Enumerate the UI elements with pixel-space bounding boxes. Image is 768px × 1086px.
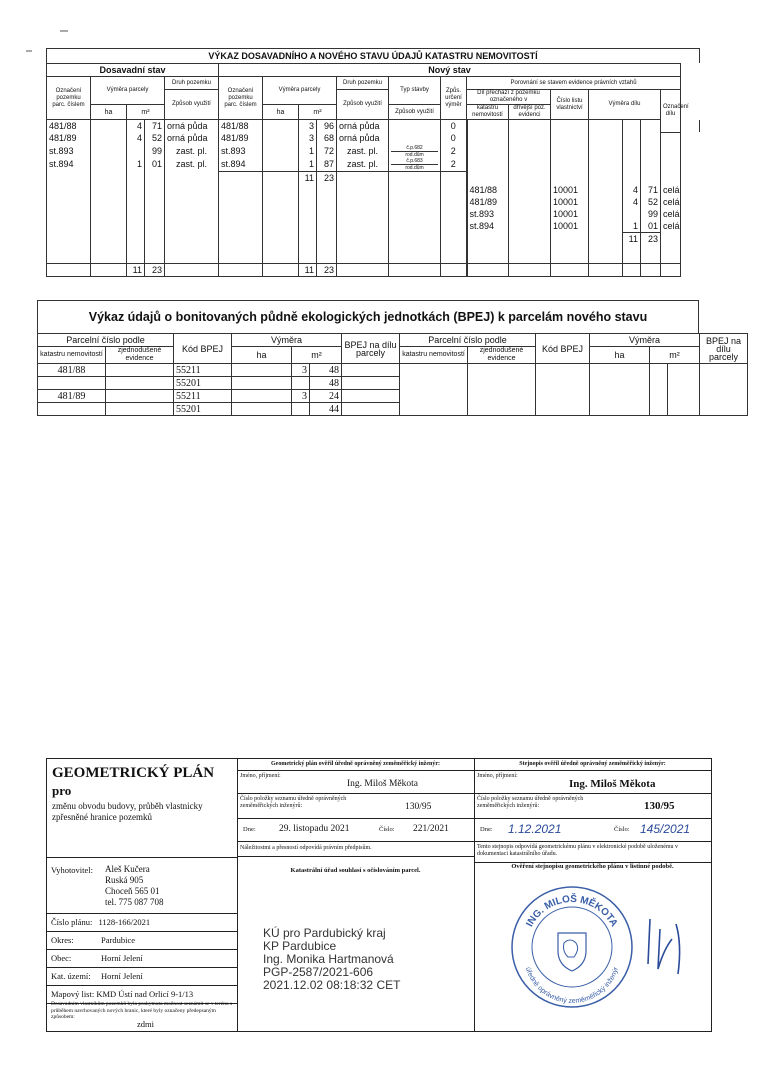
new-ha: 1: [299, 145, 317, 158]
h-zpus-urceni: Způs. určení výměr: [441, 77, 467, 120]
old-m2: 01: [145, 158, 165, 172]
cadastre-table-section: [46, 48, 700, 277]
bpej-h-kod-2: Kód BPEJ: [536, 334, 590, 364]
table-row: [47, 120, 700, 133]
new-druh: orná půda: [337, 120, 389, 133]
old-parc: st.894: [47, 158, 91, 172]
old-ha: 4: [127, 132, 145, 145]
table-row: [47, 132, 700, 145]
bpej-h-m2-2: m²: [650, 347, 700, 364]
bpej-table: [37, 333, 748, 416]
old-ha: 1: [127, 158, 145, 172]
new-ha: 3: [299, 120, 317, 133]
bpej-title: Výkaz údajů o bonitovaných půdně ekologických jednotkách (BPEJ) k parcelám nového stavu: [37, 300, 699, 333]
bpej-h-parc-2: Parcelní číslo podle: [400, 334, 536, 347]
old-m2: 52: [145, 132, 165, 145]
bpej-kod: 55211: [174, 390, 232, 403]
new-m2: 72: [317, 145, 337, 158]
gp-obec-row: Obec: Horní Jelení: [47, 949, 237, 967]
h-porovnani: Porovnání se stavem evidence právních vztahů: [467, 77, 681, 90]
h-zpusob-old: Způsob využití: [165, 90, 219, 120]
gp-cislo-planu-row: Číslo plánu: 1128-166/2021: [47, 913, 237, 931]
h-cislo-lv: Číslo listu vlastnictví: [551, 90, 589, 120]
old-state-header: Dosavadní stav: [47, 64, 219, 77]
gp-st-cislo-label: Číslo:: [614, 826, 630, 833]
gp-st-cislo-polozky: 130/95: [644, 800, 675, 812]
gp-note-value: zdmi: [137, 1019, 154, 1029]
gp-cislo-polozky-label: Číslo položky seznamu úředně oprávněných zeměměřických inženýrů:: [240, 796, 347, 809]
table-row: [38, 377, 748, 390]
svg-text:úředně oprávněný zeměměřický i: [524, 966, 621, 1005]
bpej-m2: 44: [310, 403, 342, 416]
bpej-h-m2: m²: [292, 347, 342, 364]
gp-pro: pro: [52, 783, 72, 798]
por-lv: 10001: [551, 196, 589, 208]
old-parc: st.893: [47, 145, 91, 158]
table-row: [47, 263, 700, 276]
h-dil: Díl přechází z pozemku označeného v: [467, 90, 551, 105]
gp-note: Dosavadním vlastníkům pozemků byla poskytnuta možnost seznámit se v terénu s průběhem navrhovaných nových hranic, které byly označeny předepsaným způsobem:: [51, 1001, 233, 1020]
bpej-h-vymera-2: Výměra: [590, 334, 700, 347]
gp-right: [474, 759, 711, 1031]
gp-ku-block: KÚ pro Pardubický kraj KP Pardubice Ing. Monika Hartmanová PGP-2587/2021-606 2021.12.02 08:18:32 CET: [263, 926, 401, 992]
table-row: [38, 364, 748, 377]
new-typ: č.p.682 rod.dům: [389, 145, 441, 158]
por-sum-m2: 23: [641, 232, 661, 245]
bpej-section: [37, 300, 742, 416]
new-m2: 87: [317, 158, 337, 172]
bpej-kod: 55211: [174, 364, 232, 377]
por-parc: st.894: [467, 220, 509, 233]
new-typ: č.p.683 rod.dům: [389, 158, 441, 172]
new-parc: st.894: [219, 158, 263, 172]
por-parc: 481/88: [467, 184, 509, 196]
gp-middle: [237, 759, 475, 1031]
por-lv: 10001: [551, 220, 589, 233]
official-stamp: [510, 885, 634, 1009]
h-druh-old: Druh pozemku: [165, 77, 219, 90]
h-ha-old: ha: [91, 105, 127, 120]
bpej-h-parc: Parcelní číslo podle: [38, 334, 174, 347]
bpej-ha: [292, 377, 310, 390]
table-row: [47, 196, 700, 208]
table-row: [47, 158, 700, 172]
gp-dne: 29. listopadu 2021: [279, 824, 350, 834]
new-m2: 96: [317, 120, 337, 133]
por-dil: celá: [661, 220, 681, 233]
h-ha-new: ha: [263, 105, 299, 120]
por-m2: 71: [641, 184, 661, 196]
gp-vyhotovitel-label: Vyhotovitel:: [51, 865, 94, 875]
gp-cislo-polozky: 130/95: [405, 802, 432, 812]
h-vymera-dilu: Výměra dílu: [589, 90, 661, 120]
old-m2: 71: [145, 120, 165, 133]
por-sum-ha: 11: [623, 232, 641, 245]
gp-block: [46, 758, 712, 1032]
cadastre-table-title: VÝKAZ DOSAVADNÍHO A NOVÉHO STAVU ÚDAJŮ KATASTRU NEMOVITOSTÍ: [46, 48, 700, 63]
h-zpusob-typ: Způsob využití: [389, 105, 441, 120]
bpej-m2: 48: [310, 364, 342, 377]
table-row: [47, 232, 700, 245]
new-sum-ha: 11: [299, 171, 317, 184]
por-parc: st.893: [467, 208, 509, 220]
old-parc: 481/89: [47, 132, 91, 145]
gp-tento: Tento stejnopis odpovídá geometrickému plánu v elektronické podobě uloženému v dokumentaci katastrálního úřadu.: [477, 844, 679, 857]
stamp-text: ING. MILOŠ MĚKOTA: [524, 893, 620, 929]
gp-mapovy-row: Mapový list: KMD Ústí nad Orlicí 9-1/13: [47, 985, 237, 1004]
new-ha: 3: [299, 132, 317, 145]
h-oznaceni-dilu: Označení dílu: [661, 90, 681, 133]
new-state-header: Nový stav: [219, 64, 681, 77]
gp-left: [47, 759, 238, 1031]
bpej-ha: [292, 403, 310, 416]
bpej-h-kod: Kód BPEJ: [174, 334, 232, 364]
gp-st-dne-label: Dne:: [480, 826, 493, 833]
new-zpus: 2: [441, 158, 467, 172]
por-m2: 01: [641, 220, 661, 233]
por-dil: celá: [661, 196, 681, 208]
old-ha: [127, 145, 145, 158]
gp-overeni: Ověření stejnopisu geometrického plánu v listinné podobě.: [511, 863, 674, 870]
old-m2: 99: [145, 145, 165, 158]
table-row: [47, 184, 700, 196]
new-zpus: 0: [441, 120, 467, 133]
cadastre-table: [46, 63, 700, 277]
bpej-parc: 481/89: [38, 390, 106, 403]
gp-title: GEOMETRICKÝ PLÁN: [52, 765, 215, 781]
gp-vyhotovitel: Aleš Kučera Ruská 905 Choceň 565 01 tel. 775 087 708: [105, 864, 164, 907]
por-m2: 99: [641, 208, 661, 220]
table-row: [38, 403, 748, 416]
gp-st-jmeno-label: Jméno, příjmení:: [477, 773, 518, 779]
old-druh: zast. pl.: [165, 158, 219, 172]
gp-cislo: 221/2021: [413, 824, 449, 834]
gp-cislo-label: Číslo:: [379, 826, 395, 833]
old-sum-ha: 11: [127, 263, 145, 276]
h-vymera-new: Výměra parcely: [263, 77, 337, 105]
por-ha: [623, 208, 641, 220]
bpej-h-zjed-2: zjednodušené evidence: [468, 347, 536, 364]
gp-okres-row: Okres: Pardubice: [47, 931, 237, 949]
bpej-h-zjed: zjednodušené evidence: [106, 347, 174, 364]
new-parc: st.893: [219, 145, 263, 158]
por-parc: 481/89: [467, 196, 509, 208]
h-m2-new: m²: [299, 105, 337, 120]
old-parc: 481/88: [47, 120, 91, 133]
bpej-h-katastru: katastru nemovitostí: [38, 347, 106, 364]
bpej-h-vymera: Výměra: [232, 334, 342, 347]
new-druh: zast. pl.: [337, 145, 389, 158]
stamp-icon: [510, 885, 634, 1009]
h-typ: Typ stavby: [389, 77, 441, 105]
gp-st-title: Stejnopis ověřil úředně oprávněný zeměměřický inženýr:: [519, 761, 666, 767]
new-sum2-m2: 23: [317, 263, 337, 276]
scan-mark-icon: [60, 30, 68, 32]
h-m2-old: m²: [127, 105, 165, 120]
bpej-ha: 3: [292, 390, 310, 403]
bpej-h-dil: BPEJ na dílu parcely: [342, 334, 400, 364]
new-m2: 68: [317, 132, 337, 145]
por-lv: 10001: [551, 208, 589, 220]
scan-mark-icon: [26, 50, 32, 52]
new-sum-m2: 23: [317, 171, 337, 184]
new-zpus: 2: [441, 145, 467, 158]
bpej-kod: 55201: [174, 403, 232, 416]
por-ha: 4: [623, 196, 641, 208]
old-druh: zast. pl.: [165, 145, 219, 158]
h-druh-new: Druh pozemku: [337, 77, 389, 90]
table-row: [47, 245, 700, 264]
por-lv: 10001: [551, 184, 589, 196]
bpej-kod: 55201: [174, 377, 232, 390]
table-row: [47, 171, 700, 184]
h-oznaceni-new: Označení pozemku parc. číslem: [219, 77, 263, 120]
por-m2: 52: [641, 196, 661, 208]
table-row: [38, 390, 748, 403]
table-row: [47, 208, 700, 220]
h-katastru: katastru nemovitostí: [467, 105, 509, 120]
bpej-parc: 481/88: [38, 364, 106, 377]
por-ha: 4: [623, 184, 641, 196]
table-row: [47, 145, 700, 158]
bpej-h-ha-2: ha: [590, 347, 650, 364]
h-zpusob-new: Způsob využití: [337, 90, 389, 120]
h-vymera-old: Výměra parcely: [91, 77, 165, 105]
old-ha: 4: [127, 120, 145, 133]
table-row: [47, 220, 700, 233]
gp-kat-row: Kat. území: Horní Jelení: [47, 967, 237, 985]
bpej-h-katastru-2: katastru nemovitostí: [400, 347, 468, 364]
por-ha: 1: [623, 220, 641, 233]
old-druh: orná půda: [165, 132, 219, 145]
h-oznaceni-old: Označení pozemku parc. číslem: [47, 77, 91, 120]
gp-purpose: změnu obvodu budovy, průběh vlastnicky zpřesněné hranice pozemků: [52, 801, 203, 822]
gp-st-cislo-polozky-label: Číslo položky seznamu úředně oprávněných zeměměřických inženýrů:: [477, 796, 584, 809]
gp-dne-label: Dne:: [243, 826, 256, 833]
old-sum-m2: 23: [145, 263, 165, 276]
new-druh: zast. pl.: [337, 158, 389, 172]
gp-jmeno: Ing. Miloš Měkota: [347, 779, 418, 789]
gp-st-cislo: 145/2021: [640, 822, 691, 836]
gp-katastralni: Katastrální úřad souhlasí s očíslováním parcel.: [290, 867, 421, 874]
new-sum2-ha: 11: [299, 263, 317, 276]
new-ha: 1: [299, 158, 317, 172]
gp-st-jmeno: Ing. Miloš Měkota: [569, 778, 656, 790]
new-parc: 481/88: [219, 120, 263, 133]
por-dil: celá: [661, 184, 681, 196]
new-druh: orná půda: [337, 132, 389, 145]
gp-ov-title: Geometrický plán ověřil úředně oprávněný zeměměřický inženýr:: [271, 761, 440, 767]
gp-jmeno-label: Jméno, příjmení:: [240, 773, 281, 779]
signature-icon: [642, 909, 692, 979]
por-dil: celá: [661, 208, 681, 220]
new-zpus: 0: [441, 132, 467, 145]
bpej-m2: 24: [310, 390, 342, 403]
bpej-h-ha: ha: [232, 347, 292, 364]
stamp-bottom: úředně oprávněný zeměměřický inženýr: [523, 966, 621, 1006]
gp-nalez: Náležitostmi a přesností odpovídá právním předpisům.: [240, 845, 372, 851]
new-parc: 481/89: [219, 132, 263, 145]
gp-st-dne: 1.12.2021: [508, 822, 562, 836]
bpej-m2: 48: [310, 377, 342, 390]
bpej-ha: 3: [292, 364, 310, 377]
old-druh: orná půda: [165, 120, 219, 133]
h-drivejsi: dřívější poz. evidenci: [509, 105, 551, 120]
bpej-h-dil-2: BPEJ na dílu parcely: [700, 334, 748, 364]
